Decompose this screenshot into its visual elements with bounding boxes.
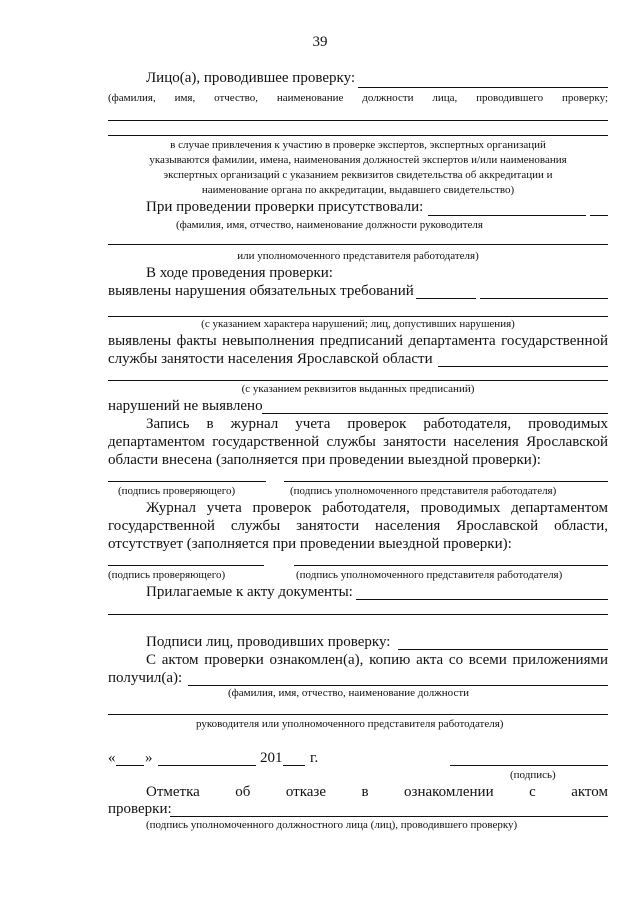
- word: в: [361, 784, 369, 800]
- present-hint-1: (фамилия, имя, отчество, наименование должности руководителя: [176, 219, 483, 231]
- inspector-extra-line-2[interactable]: [108, 135, 608, 136]
- journal-absent-sign-hint-representative: (подпись уполномоченного представителя работодателя): [296, 569, 563, 581]
- inspector-label: Лицо(а), проводившее проверку:: [146, 70, 356, 86]
- word: учета: [295, 416, 331, 432]
- refusal-field-line[interactable]: [170, 816, 608, 817]
- word: Отметка: [146, 784, 200, 800]
- word: актом: [571, 784, 608, 800]
- acquainted-extra-line[interactable]: [108, 714, 608, 715]
- page-number: 39: [312, 34, 328, 50]
- date-sign-hint: (подпись): [510, 769, 556, 781]
- word: работодателя,: [423, 416, 512, 432]
- word: проверок: [347, 416, 407, 432]
- experts-hint-line-4: наименование органа по аккредитации, выдавшего свидетельство): [201, 184, 515, 196]
- refusal-line-2: проверки:: [108, 801, 172, 817]
- journal-absent-line-3: отсутствует (заполняется при проведении выездной проверки):: [108, 536, 512, 552]
- journal-entry-line-2: департаментом государственной службы занятости населения Ярославской: [108, 434, 608, 450]
- orders-line-1: выявлены факты невыполнения предписаний департамента государственной: [108, 333, 608, 349]
- date-open-quote: «: [108, 750, 116, 766]
- acquainted-line-2: получил(а):: [108, 670, 183, 686]
- date-year-prefix: 201: [260, 750, 283, 766]
- present-label: При проведении проверки присутствовали:: [146, 199, 424, 215]
- no-violations-label: нарушений не выявлено: [108, 398, 263, 414]
- violations-field-line-b[interactable]: [480, 298, 608, 299]
- present-field-line-tail[interactable]: [590, 215, 608, 216]
- word: ознакомлении: [404, 784, 494, 800]
- experts-hint-line-2: указываются фамилии, имена, наименования должностей экспертов и/или наименования: [149, 154, 567, 166]
- date-year-suffix: г.: [310, 750, 319, 766]
- no-violations-field-line[interactable]: [262, 413, 608, 414]
- word: журнал: [230, 416, 279, 432]
- violations-hint: (с указанием характера нарушений; лиц, допустивших нарушения): [201, 318, 515, 330]
- journal-absent-line-2: государственной службы занятости населения Ярославской области,: [108, 518, 608, 534]
- present-hint-2: или уполномоченного представителя работодателя): [237, 250, 479, 262]
- journal-absent-line-1: Журнал учета проверок работодателя, проводимых департаментом: [146, 500, 608, 516]
- orders-extra-line[interactable]: [108, 380, 608, 381]
- acquainted-hint-2: руководителя или уполномоченного представителя работодателя): [196, 718, 504, 730]
- journal-entry-line-3: области внесена (заполняется при проведении выездной проверки):: [108, 452, 541, 468]
- word: в: [206, 416, 214, 432]
- date-close-quote: »: [145, 750, 153, 766]
- word: проводимых: [528, 416, 608, 432]
- date-month-field[interactable]: [158, 765, 256, 766]
- experts-hint-line-3: экспертных организаций с указанием реквизитов свидетельства об аккредитации и: [163, 169, 553, 181]
- experts-hint-line-1: в случае привлечения к участию в проверке экспертов, экспертных организаций: [170, 139, 546, 151]
- journal-entry-sign-line-inspector[interactable]: [108, 481, 266, 482]
- journal-entry-sign-hint-inspector: (подпись проверяющего): [118, 485, 236, 497]
- refusal-line-1: [146, 784, 608, 801]
- word: Запись: [146, 416, 190, 432]
- acquainted-hint-1: (фамилия, имя, отчество, наименование должности: [228, 687, 470, 699]
- journal-absent-sign-hint-inspector: (подпись проверяющего): [108, 569, 226, 581]
- date-year-field[interactable]: [283, 765, 305, 766]
- acquainted-field-line[interactable]: [188, 685, 608, 686]
- journal-entry-sign-hint-representative: (подпись уполномоченного представителя работодателя): [290, 485, 557, 497]
- attached-extra-line[interactable]: [108, 614, 608, 615]
- word: об: [235, 784, 251, 800]
- journal-entry-sign-line-representative[interactable]: [284, 481, 608, 482]
- present-extra-line[interactable]: [108, 244, 608, 245]
- journal-absent-sign-line-inspector[interactable]: [108, 565, 264, 566]
- orders-hint: (с указанием реквизитов выданных предписаний): [241, 383, 475, 395]
- violations-extra-line[interactable]: [108, 316, 608, 317]
- inspector-extra-line-1[interactable]: [108, 120, 608, 121]
- violations-field-line-a[interactable]: [416, 298, 476, 299]
- violations-label: выявлены нарушения обязательных требований: [108, 283, 414, 299]
- signatures-label: Подписи лиц, проводивших проверку:: [146, 634, 391, 650]
- date-sign-line[interactable]: [450, 765, 608, 766]
- attached-field-line[interactable]: [356, 599, 608, 600]
- refusal-hint: (подпись уполномоченного должностного лица (лиц), проводившего проверку): [146, 819, 518, 831]
- journal-absent-sign-line-representative[interactable]: [294, 565, 608, 566]
- during-label: В ходе проведения проверки:: [146, 265, 333, 281]
- attached-label: Прилагаемые к акту документы:: [146, 584, 353, 600]
- inspector-field-line[interactable]: [358, 87, 608, 88]
- orders-field-line[interactable]: [438, 366, 608, 367]
- word: отказе: [285, 784, 327, 800]
- signatures-field-line[interactable]: [398, 649, 608, 650]
- acquainted-line-1: С актом проверки ознакомлен(а), копию акта со всеми приложениями: [146, 652, 608, 668]
- journal-entry-line-1: [146, 416, 608, 433]
- word: с: [529, 784, 536, 800]
- present-field-line[interactable]: [428, 215, 586, 216]
- inspector-hint: (фамилия, имя, отчество, наименование должности лица, проводившего проверку;: [108, 92, 608, 104]
- date-day-field[interactable]: [116, 765, 144, 766]
- orders-line-2: службы занятости населения Ярославской области: [108, 351, 433, 367]
